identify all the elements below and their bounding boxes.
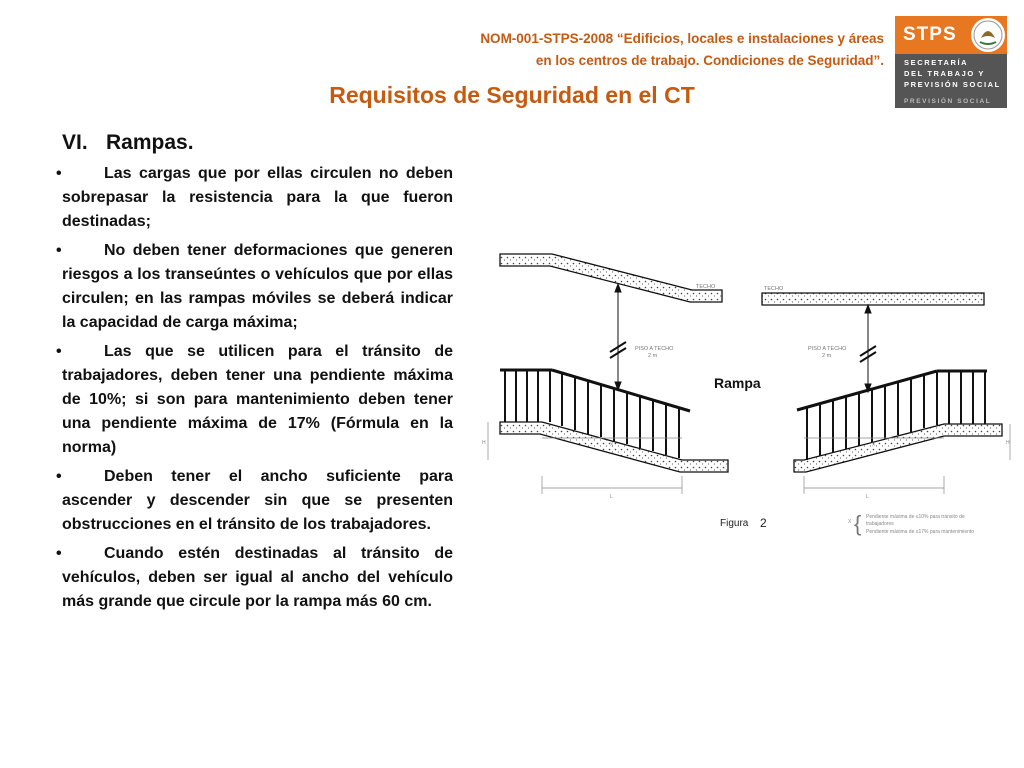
header-norm-line-1: NOM-001-STPS-2008 “Edificios, locales e instalaciones y áreas	[480, 31, 884, 46]
section-heading	[62, 131, 194, 155]
left-dim-x: X	[610, 442, 614, 448]
bullet-marker: •	[56, 343, 62, 360]
logo-reflection-text: PREVISIÓN SOCIAL	[904, 98, 992, 105]
left-dim-h: H	[482, 440, 486, 446]
logo-stps-text: STPS	[903, 24, 957, 45]
right-height-arrow	[860, 305, 876, 392]
logo-line-secretaria: SECRETARÍA	[904, 58, 969, 67]
header-norm-line-2: en los centros de trabajo. Condiciones de Seguridad”.	[535, 53, 884, 68]
legend-line-2: trabajadores	[866, 521, 894, 527]
bullet-marker: •	[56, 545, 62, 562]
right-techo-label: TECHO	[764, 286, 784, 292]
left-piso-techo-value: 2 m	[648, 353, 658, 359]
page-title: Requisitos de Seguridad en el CT	[329, 82, 695, 108]
list-item	[56, 239, 453, 335]
list-item-text: Cuando estén destinadas al tránsito de vehículos, deben ser igual al ancho del vehículo más grande que circule por la rampa más 60 cm.	[62, 545, 453, 610]
left-height-arrow	[610, 284, 626, 390]
bullet-marker: •	[56, 165, 62, 182]
left-techo-label: TECHO	[696, 284, 716, 290]
legend-line-1: Pendiente máxima de ≤10% para tránsito de	[866, 514, 965, 520]
right-dim-x: X	[872, 442, 876, 448]
right-ceiling-slab	[762, 293, 984, 305]
list-item	[56, 340, 453, 460]
bullet-marker: •	[56, 242, 62, 259]
section-title: Rampas.	[106, 131, 194, 154]
list-item	[56, 465, 453, 537]
list-item-text: Las que se utilicen para el tránsito de trabajadores, deben tener una pendiente máxima de 10%; si son para mantenimiento deben tener una pendiente máxima de 17% (Fórmula en la norma)	[62, 343, 453, 456]
right-dim-l: L	[866, 494, 869, 500]
figure-caption-word: Figura	[720, 518, 749, 529]
legend-x: X	[848, 519, 852, 525]
list-item-text: No deben tener deformaciones que generen riesgos a los transeúntes o vehículos que por ellas circulen; en las rampas móviles se deberá indicar la capacidad de carga máxima;	[62, 242, 453, 331]
right-piso-techo-value: 2 m	[822, 353, 832, 359]
legend-line-3: Pendiente máxima de ≤17% para mantenimiento	[866, 529, 975, 535]
left-ceiling-slab	[500, 254, 722, 302]
legend-brace-icon: {	[854, 511, 862, 536]
figure-caption-number: 2	[760, 516, 767, 530]
mexican-coat-of-arms-icon	[971, 18, 1005, 52]
rampa-label: Rampa	[714, 375, 761, 391]
bullet-marker: •	[56, 468, 62, 485]
requirements-list	[56, 162, 453, 619]
ramp-diagram	[482, 238, 1018, 548]
left-dim-l: L	[610, 494, 613, 500]
right-dim-h: H	[1006, 440, 1010, 446]
list-item	[56, 162, 453, 234]
section-number: VI.	[62, 131, 88, 154]
list-item-text: Las cargas que por ellas circulen no deben sobrepasar la resistencia para la que fueron destinadas;	[62, 165, 453, 230]
right-piso-techo-label: PISO A TECHO	[808, 346, 847, 352]
list-item-text: Deben tener el ancho suficiente para ascender y descender sin que se presenten obstrucciones en el tránsito de los trabajadores.	[62, 468, 453, 533]
logo-line-prevision-social: PREVISIÓN SOCIAL	[904, 80, 1001, 89]
list-item	[56, 542, 453, 614]
left-piso-techo-label: PISO A TECHO	[635, 346, 674, 352]
logo-line-del-trabajo: DEL TRABAJO Y	[904, 69, 985, 78]
